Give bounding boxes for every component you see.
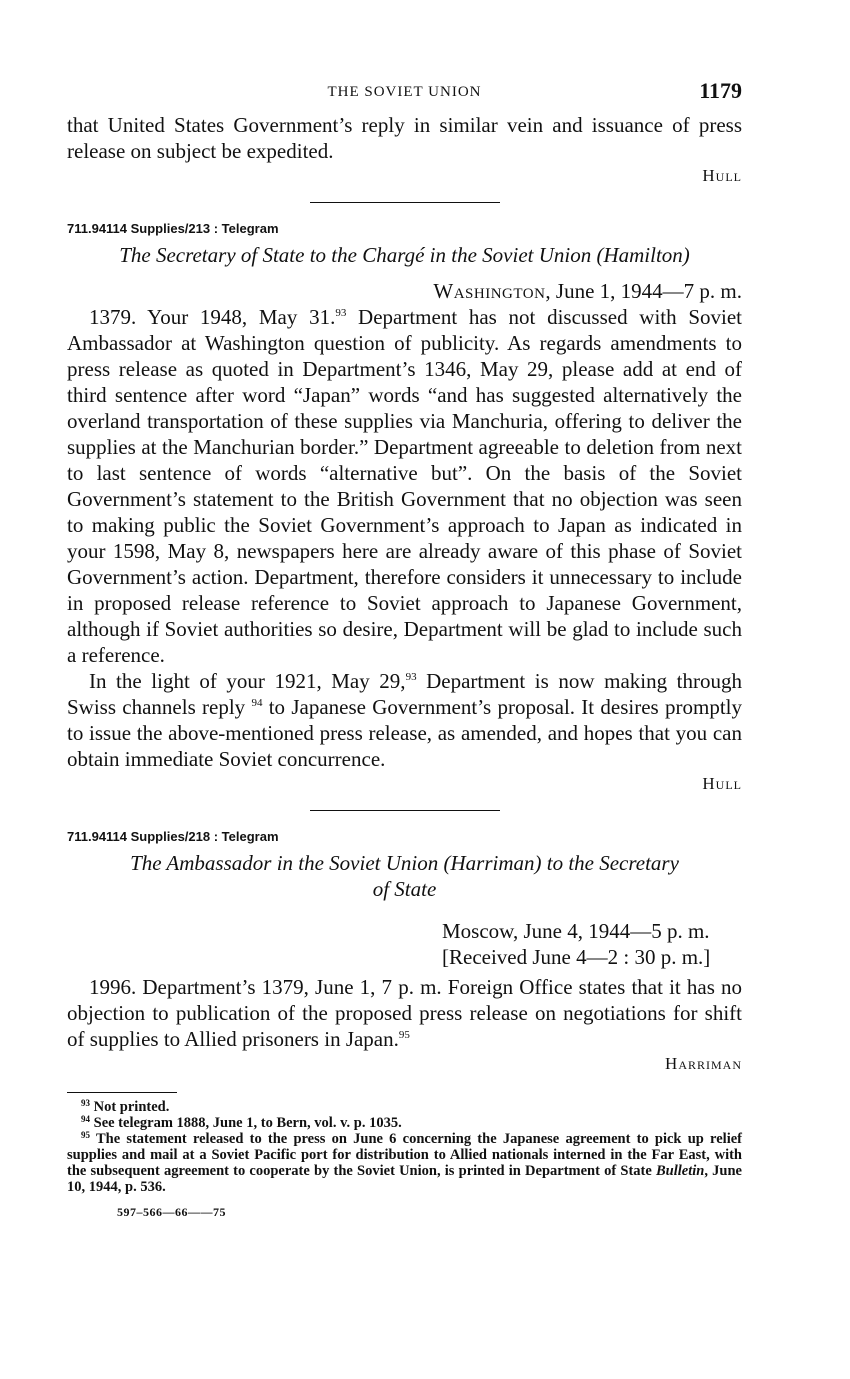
footnote-ref: 93 — [335, 307, 347, 319]
paragraph-text: In the light of your 1921, May 29, — [89, 669, 406, 693]
footnote-94 — [67, 1115, 742, 1131]
footnote-number: 94 — [81, 1114, 90, 1124]
body-paragraph — [67, 304, 742, 668]
dateline-received: [Received June 4—2 : 30 p. m.] — [442, 945, 711, 969]
signature-hull-1: Hull — [702, 166, 742, 185]
paragraph-text: Department is now making through Swiss channels reply — [67, 669, 742, 719]
file-reference: 711.94114 Supplies/213 : Telegram — [67, 221, 279, 236]
footnote-ref: 94 — [251, 697, 263, 709]
body-paragraph — [67, 974, 742, 1052]
dateline-date: , June 1, 1944—7 p. m. — [545, 279, 742, 303]
footnote-93 — [67, 1099, 742, 1115]
signature-hull-2: Hull — [702, 774, 742, 793]
running-title: THE SOVIET UNION — [327, 84, 482, 100]
print-code: 597–566—66——75 — [117, 1205, 226, 1219]
file-reference: 711.94114 Supplies/218 : Telegram — [67, 829, 279, 844]
paragraph-text: Department has not discussed with Soviet Ambassador at Washington question of publicity. As regards amendments to press release as quoted in Department’s 1346, May 29, please add at end of third sentence after word “Japan” words “and has suggested alternatively the overland transportation of these supplies via Manchuria, offering to deliver the supplies at the Manchurian border.” Department agreeable to deletion from next to last sentence of words “alternative but”. On the basis of the Soviet Government’s statement to the British Government that no objection was seen to making public the Soviet Government’s approach to Japan as indicated in your 1598, May 8, newspapers here are already aware of this phase of Soviet Government’s action. Department, therefore considers it unnecessary to include in proposed release reference to Soviet approach to Japanese Government, although if Soviet authorities so desire, Department will be glad to include such a reference. — [67, 305, 742, 667]
footnote-number: 95 — [81, 1130, 90, 1140]
title-line: of State — [372, 877, 437, 901]
paragraph-text: to Japanese Government’s proposal. It desires promptly to issue the above-mentioned press release, as amended, and hopes that you can obtain immediate Soviet concurrence. — [67, 695, 742, 771]
footnote-text: The statement released to the press on June 6 concerning the Japanese agreement to pick up relief supplies and mail at a Soviet Pacific port for distribution to Allied nationals interned in the Far East, with the subsequent agreement to cooperate by the Soviet Union, is printed in Department of State — [67, 1131, 742, 1179]
dateline — [442, 918, 742, 970]
footnote-text: See telegram 1888, June 1, to Bern, vol. v. p. 1035. — [93, 1115, 402, 1131]
section-divider — [310, 202, 500, 203]
footnote-ref: 95 — [398, 1029, 410, 1041]
signature-harriman: Harriman — [665, 1054, 742, 1073]
paragraph-text: 1379. Your 1948, May 31. — [89, 305, 336, 329]
document-page — [67, 78, 742, 1220]
dateline — [67, 278, 742, 304]
footnote-95 — [67, 1131, 742, 1195]
footnote-ref: 93 — [405, 671, 417, 683]
page-number: 1179 — [699, 78, 742, 103]
footnote-italic: Bulletin — [656, 1163, 705, 1179]
footnote-text: , June 10, 1944, p. 536. — [67, 1163, 742, 1195]
footnote-divider — [67, 1092, 177, 1093]
footnote-text: Not printed. — [93, 1099, 170, 1115]
paragraph-text: 1996. Department’s 1379, June 1, 7 p. m. Foreign Office states that it has no objection to publication of the proposed press release on negotiations for shift of supplies to Allied prisoners in Japan. — [67, 975, 742, 1051]
body-paragraph — [67, 668, 742, 772]
title-line: The Ambassador in the Soviet Union (Harriman) to the Secretary — [130, 851, 679, 875]
section-divider — [310, 810, 500, 811]
document-title: The Secretary of State to the Chargé in the Soviet Union (Hamilton) — [119, 243, 690, 267]
dateline-sent: Moscow, June 4, 1944—5 p. m. — [442, 919, 710, 943]
document-title — [67, 850, 742, 902]
page-header — [67, 78, 742, 112]
continued-paragraph: that United States Government’s reply in similar vein and issuance of press release on subject be expedited. — [67, 113, 742, 163]
footnote-number: 93 — [81, 1098, 90, 1108]
dateline-place: Washington — [433, 279, 546, 303]
